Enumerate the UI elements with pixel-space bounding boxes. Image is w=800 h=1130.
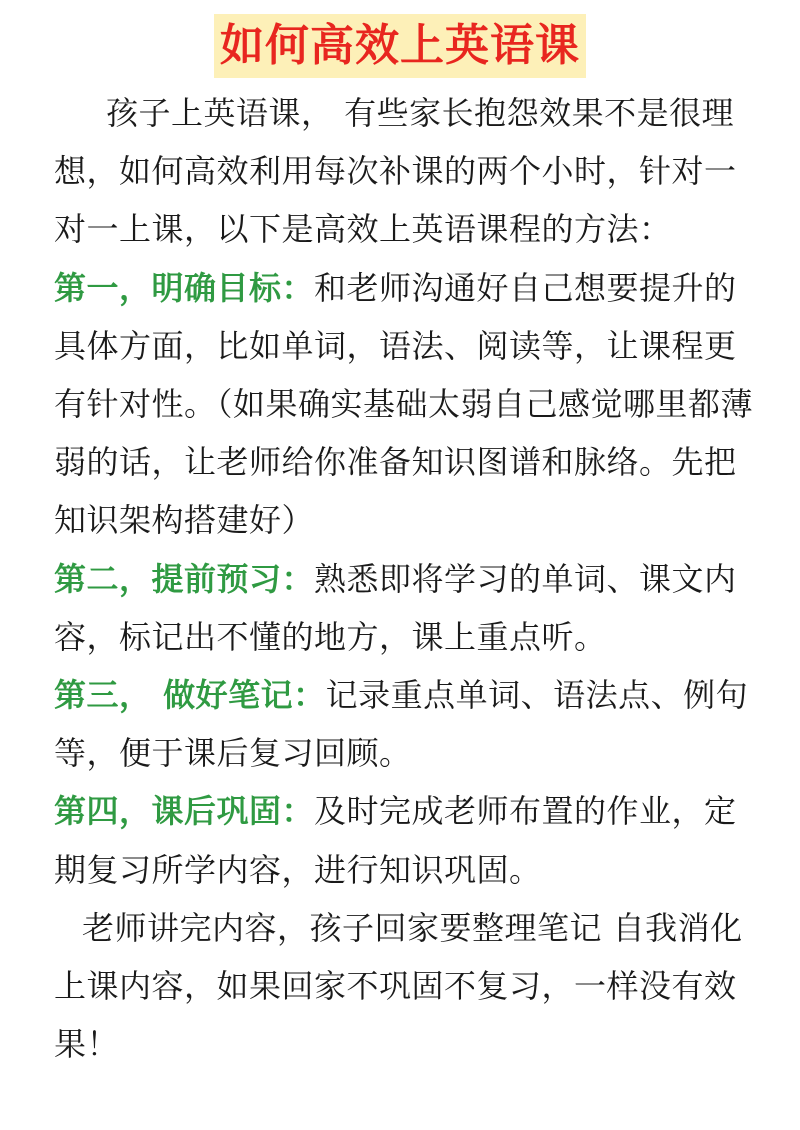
point-4-text: 及时完成老师布置的作业，定期复习所学内容，进行知识巩固。 (54, 792, 737, 889)
point-4 (54, 782, 754, 898)
point-1-heading: 第一，明确目标： (54, 268, 315, 307)
point-1-text: 和老师沟通好自己想要提升的具体方面，比如单词，语法、阅读等，让课程更有针对性。（如果确实基础太弱自己感觉哪里都薄弱的话，让老师给你准备知识图谱和脉络。先把知识架构搭建好） (54, 268, 754, 540)
article-body (54, 84, 754, 1073)
conclusion-paragraph: 老师讲完内容，孩子回家要整理笔记 自我消化上课内容，如果回家不巩固不复习，一样没有效果！ (54, 908, 743, 1064)
point-2-heading: 第二，提前预习： (54, 559, 315, 598)
intro-paragraph: 孩子上英语课， 有些家长抱怨效果不是很理想，如何高效利用每次补课的两个小时，针对一对一上课，以下是高效上英语课程的方法： (54, 94, 737, 249)
point-4-heading: 第四，课后巩固： (54, 792, 315, 831)
title-area (0, 14, 800, 78)
point-3-heading: 第三， 做好笔记： (54, 676, 326, 715)
page-title: 如何高效上英语课 (214, 14, 586, 78)
point-3 (54, 666, 754, 782)
point-2 (54, 550, 754, 666)
point-1 (54, 259, 754, 550)
point-2-text: 熟悉即将学习的单词、课文内容，标记出不懂的地方，课上重点听。 (54, 559, 737, 656)
point-3-text: 记录重点单词、语法点、例句等，便于课后复习回顾。 (54, 676, 749, 773)
